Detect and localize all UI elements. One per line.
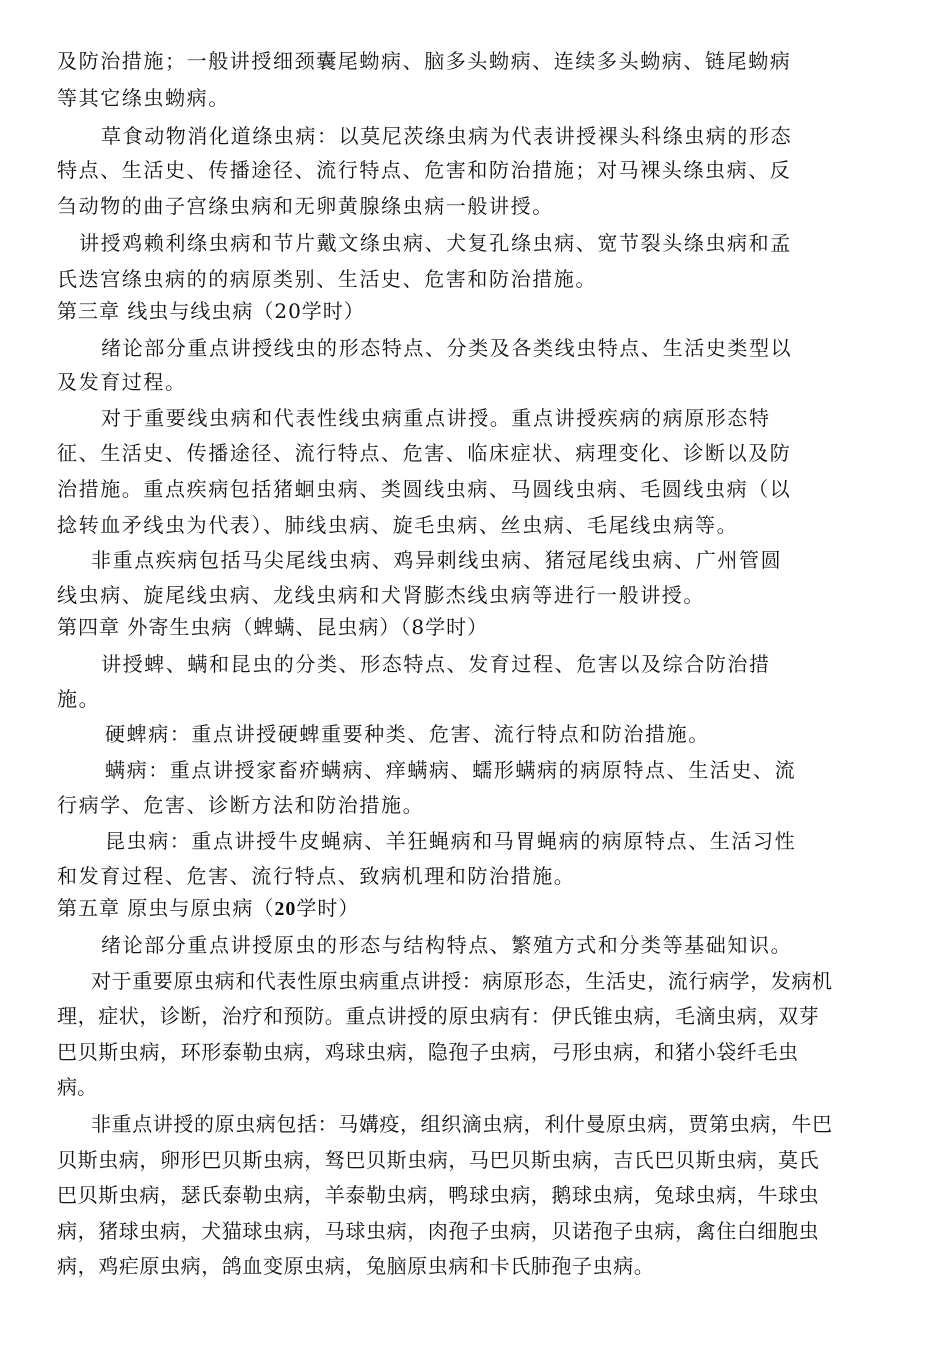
chapter-5-heading bbox=[57, 895, 359, 921]
paragraph-line: 刍动物的曲子宫绦虫病和无卵黄腺绦虫病一般讲授。 bbox=[57, 194, 554, 218]
paragraph-line: 巴贝斯虫病，环形泰勒虫病，鸡球虫病，隐孢子虫病，弓形虫病，和猪小袋纤毛虫 bbox=[57, 1040, 799, 1064]
paragraph-line: 贝斯虫病，卵形巴贝斯虫病，驽巴贝斯虫病，马巴贝斯虫病，吉氏巴贝斯虫病，莫氏 bbox=[57, 1148, 820, 1172]
paragraph-line: 讲授鸡赖利绦虫病和节片戴文绦虫病、犬复孔绦虫病、宽节裂头绦虫病和孟 bbox=[79, 231, 792, 255]
paragraph-line: 非重点疾病包括马尖尾线虫病、鸡异刺线虫病、猪冠尾线虫病、广州管圆 bbox=[91, 548, 783, 572]
paragraph-line: 对于重要原虫病和代表性原虫病重点讲授：病原形态，生活史，流行病学，发病机 bbox=[91, 969, 833, 993]
paragraph-line: 病。 bbox=[57, 1075, 97, 1099]
paragraph-line: 绪论部分重点讲授线虫的形态特点、分类及各类线虫特点、生活史类型以 bbox=[101, 336, 793, 360]
paragraph-line: 及发育过程。 bbox=[57, 370, 187, 394]
paragraph-line: 绪论部分重点讲授原虫的形态与结构特点、繁殖方式和分类等基础知识。 bbox=[101, 933, 793, 957]
paragraph-line: 病，鸡疟原虫病，鸽血变原虫病，兔脑原虫病和卡氏肺孢子虫病。 bbox=[57, 1254, 655, 1278]
chapter-4-heading: 第四章 外寄生虫病（蜱螨、昆虫病）（8学时） bbox=[57, 615, 489, 639]
paragraph-line: 线虫病、旋尾线虫病、龙线虫病和犬肾膨杰线虫病等进行一般讲授。 bbox=[57, 583, 705, 607]
paragraph-line: 草食动物消化道绦虫病：以莫尼茨绦虫病为代表讲授裸头科绦虫病的形态 bbox=[101, 124, 793, 148]
paragraph-line: 行病学、危害、诊断方法和防治措施。 bbox=[57, 793, 425, 817]
paragraph-line: 征、生活史、传播途径、流行特点、危害、临床症状、病理变化、诊断以及防 bbox=[57, 441, 792, 465]
paragraph-line: 螨病：重点讲授家畜疥螨病、痒螨病、蠕形螨病的病原特点、生活史、流 bbox=[105, 758, 797, 782]
chapter-3-heading: 第三章 线虫与线虫病（20学时） bbox=[57, 299, 365, 323]
paragraph-line: 及防治措施；一般讲授细颈囊尾蚴病、脑多头蚴病、连续多头蚴病、链尾蚴病 bbox=[57, 49, 792, 73]
paragraph-line: 病，猪球虫病，犬猫球虫病，马球虫病，肉孢子虫病，贝诺孢子虫病，禽住白细胞虫 bbox=[57, 1219, 820, 1243]
paragraph-line: 理，症状，诊断，治疗和预防。重点讲授的原虫病有：伊氏锥虫病，毛滴虫病，双芽 bbox=[57, 1004, 820, 1028]
paragraph-line: 巴贝斯虫病，瑟氏泰勒虫病，羊泰勒虫病，鸭球虫病，鹅球虫病，兔球虫病，牛球虫 bbox=[57, 1183, 820, 1207]
paragraph-line: 施。 bbox=[57, 687, 101, 711]
chapter-5-title: 第五章 原虫与原虫病（ bbox=[57, 896, 275, 920]
chapter-5-hours: 20 bbox=[274, 898, 297, 920]
paragraph-line: 对于重要线虫病和代表性线虫病重点讲授。重点讲授疾病的病原形态特 bbox=[101, 406, 771, 430]
paragraph-line: 特点、生活史、传播途径、流行特点、危害和防治措施；对马裸头绦虫病、反 bbox=[57, 158, 792, 182]
paragraph-line: 和发育过程、危害、流行特点、致病机理和防治措施。 bbox=[57, 864, 576, 888]
paragraph-line: 非重点讲授的原虫病包括：马媾疫，组织滴虫病，利什曼原虫病，贾第虫病，牛巴 bbox=[91, 1112, 833, 1136]
chapter-5-hours-unit: 学时） bbox=[296, 896, 360, 920]
paragraph-line: 捻转血矛线虫为代表）、肺线虫病、旋毛虫病、丝虫病、毛尾线虫病等。 bbox=[57, 513, 739, 537]
paragraph-line: 昆虫病：重点讲授牛皮蝇病、羊狂蝇病和马胃蝇病的病原特点、生活习性 bbox=[105, 829, 797, 853]
paragraph-line: 硬蜱病：重点讲授硬蜱重要种类、危害、流行特点和防治措施。 bbox=[105, 722, 710, 746]
paragraph-line: 治措施。重点疾病包括猪蛔虫病、类圆线虫病、马圆线虫病、毛圆线虫病（以 bbox=[57, 477, 792, 501]
paragraph-line: 氏迭宫绦虫病的的病原类别、生活史、危害和防治措施。 bbox=[57, 267, 597, 291]
paragraph-line: 讲授蜱、螨和昆虫的分类、形态特点、发育过程、危害以及综合防治措 bbox=[101, 652, 771, 676]
paragraph-line: 等其它绦虫蚴病。 bbox=[57, 86, 230, 110]
